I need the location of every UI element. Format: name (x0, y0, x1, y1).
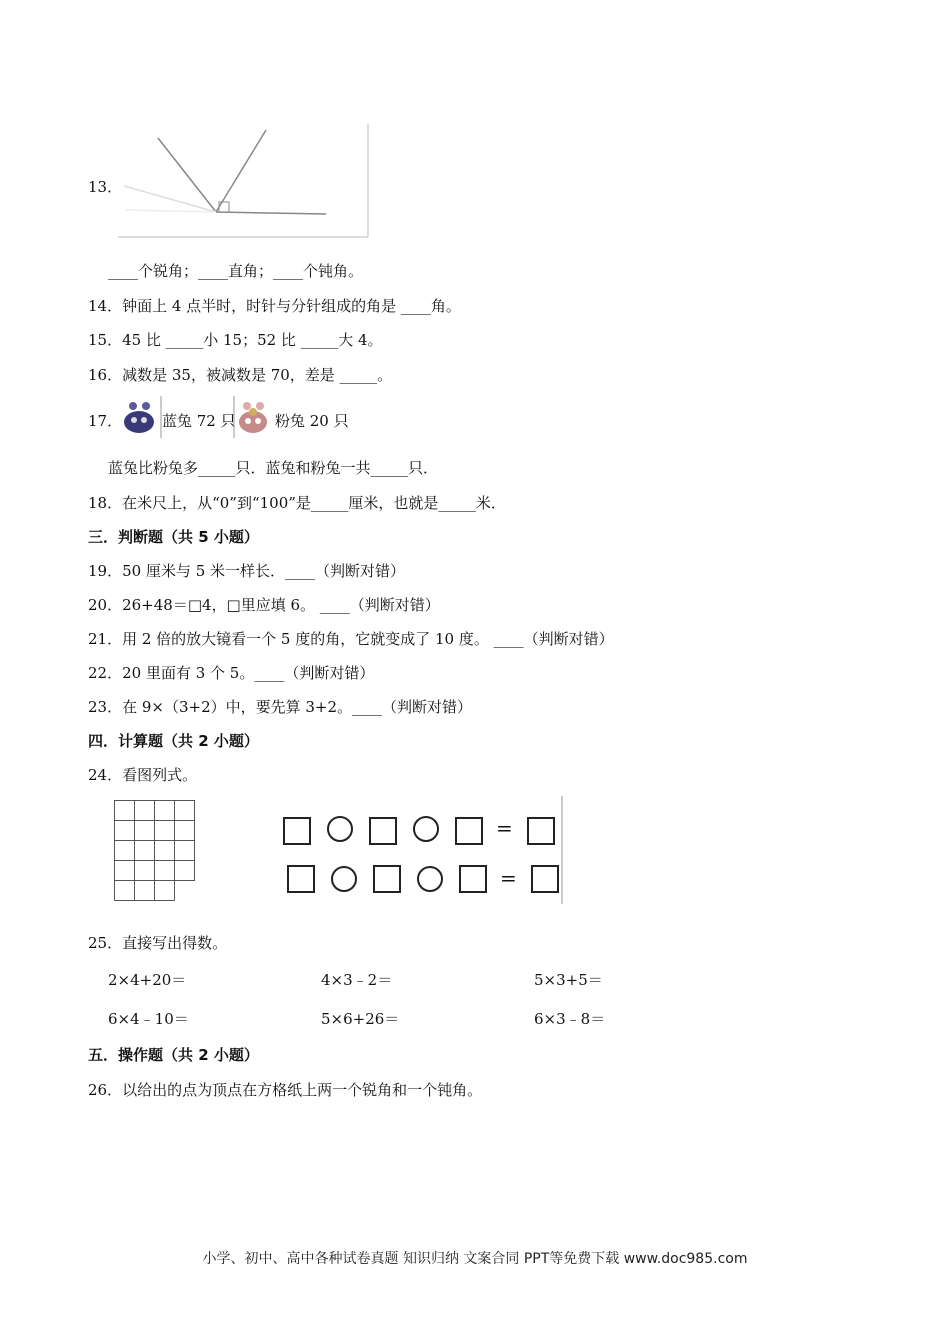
q25-expr-5: 5×6+26＝ (321, 1010, 400, 1028)
q25-expr-3: 5×3+5＝ (534, 971, 603, 989)
q17-line: 蓝兔比粉兔多_____只．蓝兔和粉兔一共_____只． (108, 459, 439, 477)
q18: 18．在米尺上，从“0”到“100”是_____厘米，也就是_____米． (88, 494, 506, 512)
square-grid-figure (114, 800, 198, 902)
q20: 20．26+48＝□4，□里应填 6。 ____（判断对错） (88, 596, 440, 614)
q25-expr-1: 2×4+20＝ (108, 971, 187, 989)
q13-number: 13． (88, 178, 123, 196)
section-3-title: 三．判断题（共 5 小题） (88, 528, 259, 546)
pink-rabbit-icon (233, 396, 275, 438)
equation-template (278, 796, 568, 904)
q16: 16．减数是 35，被减数是 70，差是 _____。 (88, 366, 393, 384)
blue-rabbit-icon (118, 396, 162, 438)
q13-line: ____个锐角；____直角；____个钝角。 (108, 262, 364, 280)
blue-rabbit-label: 蓝兔 72 只 (162, 412, 236, 430)
q22: 22．20 里面有 3 个 5。____（判断对错） (88, 664, 375, 682)
q25-expr-6: 6×3﹣8＝ (534, 1010, 606, 1028)
q23: 23．在 9×（3+2）中，要先算 3+2。____（判断对错） (88, 698, 473, 716)
pink-rabbit-label: 粉兔 20 只 (275, 412, 349, 430)
q21: 21．用 2 倍的放大镜看一个 5 度的角，它就变成了 10 度。 ____（判断对错） (88, 630, 614, 648)
q24: 24．看图列式。 (88, 766, 198, 784)
q15: 15．45 比 _____小 15；52 比 _____大 4。 (88, 331, 383, 349)
section-4-title: 四．计算题（共 2 小题） (88, 732, 259, 750)
equals-sign-2: = (500, 866, 517, 890)
q25-expr-2: 4×3﹣2＝ (321, 971, 393, 989)
q25: 25．直接写出得数。 (88, 934, 228, 952)
q14: 14．钟面上 4 点半时，时针与分针组成的角是 ____角。 (88, 297, 461, 315)
q25-expr-4: 6×4﹣10＝ (108, 1010, 189, 1028)
q26: 26．以给出的点为顶点在方格纸上两一个锐角和一个钝角。 (88, 1081, 483, 1099)
q19: 19．50 厘米与 5 米一样长．____（判断对错） (88, 562, 406, 580)
page-footer: 小学、初中、高中各种试卷真题 知识归纳 文案合同 PPT等免费下载 www.doc985.com (202, 1251, 748, 1267)
section-5-title: 五．操作题（共 2 小题） (88, 1046, 259, 1064)
q17-number: 17． (88, 412, 123, 430)
equals-sign-1: = (496, 816, 513, 840)
angle-figure (118, 122, 370, 240)
